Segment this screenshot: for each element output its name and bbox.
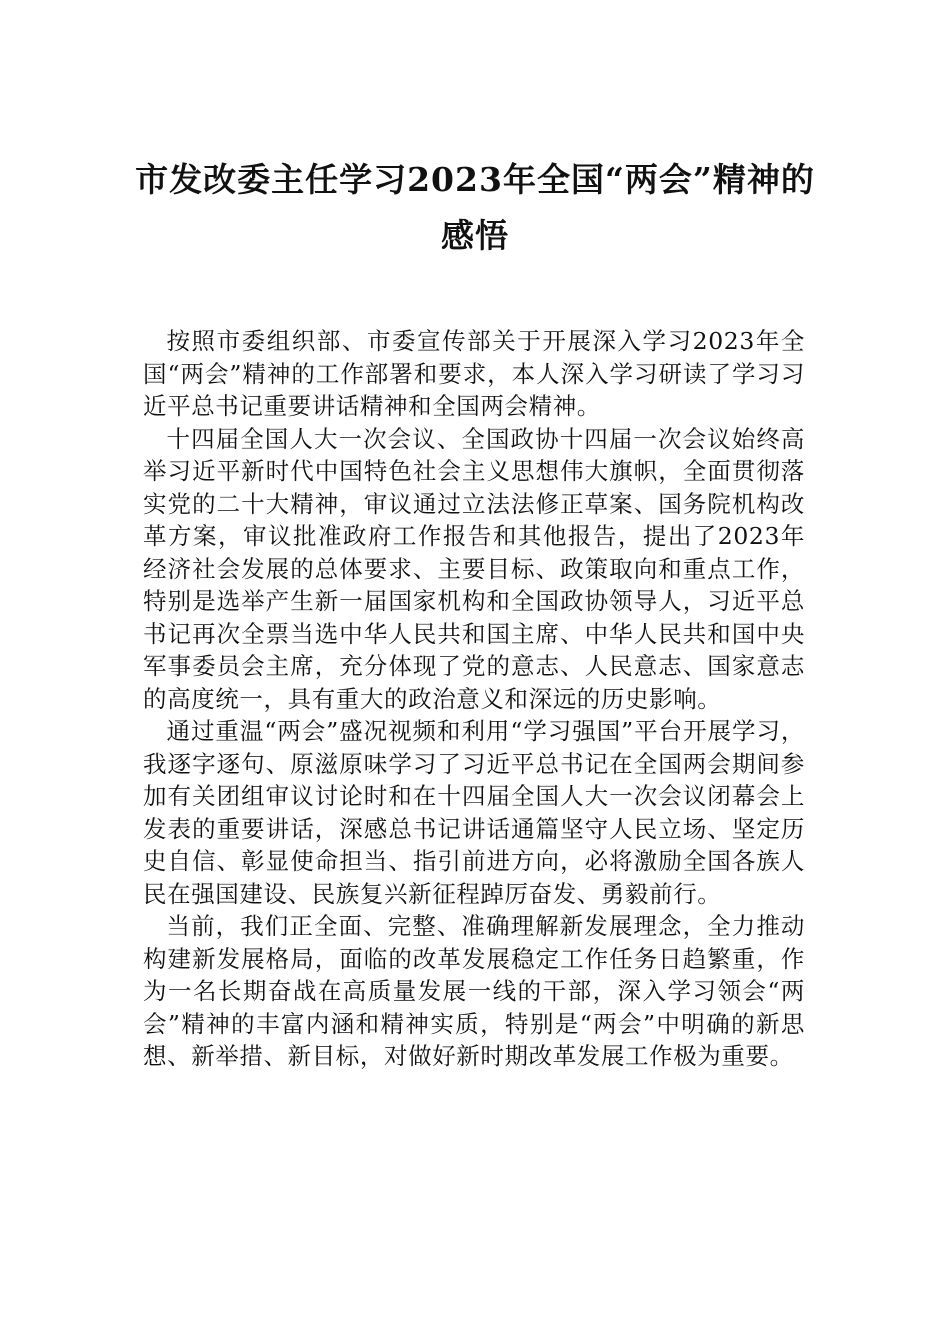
document-body bbox=[143, 325, 805, 1073]
paragraph-2: 十四届全国人大一次会议、全国政协十四届一次会议始终高举习近平新时代中国特色社会主义思想伟大旗帜，全面贯彻落实党的二十大精神，审议通过立法法修正草案、国务院机构改革方案，审议批准政府工作报告和其他报告，提出了2023年经济社会发展的总体要求、主要目标、政策取向和重点工作，特别是选举产生新一届国家机构和全国政协领导人，习近平总书记再次全票当选中华人民共和国主席、中华人民共和国中央军事委员会主席，充分体现了党的意志、人民意志、国家意志的高度统一，具有重大的政治意义和深远的历史影响。 bbox=[143, 424, 805, 713]
paragraph-3: 通过重温“两会”盛况视频和利用“学习强国”平台开展学习，我逐字逐句、原滋原味学习了习近平总书记在全国两会期间参加有关团组审议讨论时和在十四届全国人大一次会议闭幕会上发表的重要讲话，深感总书记讲话通篇坚守人民立场、坚定历史自信、彰显使命担当、指引前进方向，必将激励全国各族人民在强国建设、民族复兴新征程踔厉奋发、勇毅前行。 bbox=[143, 717, 805, 908]
paragraph-1: 按照市委组织部、市委宣传部关于开展深入学习2023年全国“两会”精神的工作部署和要求，本人深入学习研读了学习习近平总书记重要讲话精神和全国两会精神。 bbox=[143, 327, 805, 420]
document-title: 市发改委主任学习2023年全国“两会”精神的感悟 bbox=[135, 160, 815, 255]
paragraph-4: 当前，我们正全面、完整、准确理解新发展理念，全力推动构建新发展格局，面临的改革发展稳定工作任务日趋繁重，作为一名长期奋战在高质量发展一线的干部，深入学习领会“两会”精神的丰富内涵和精神实质，特别是“两会”中明确的新思想、新举措、新目标，对做好新时期改革发展工作极为重要。 bbox=[143, 912, 805, 1070]
